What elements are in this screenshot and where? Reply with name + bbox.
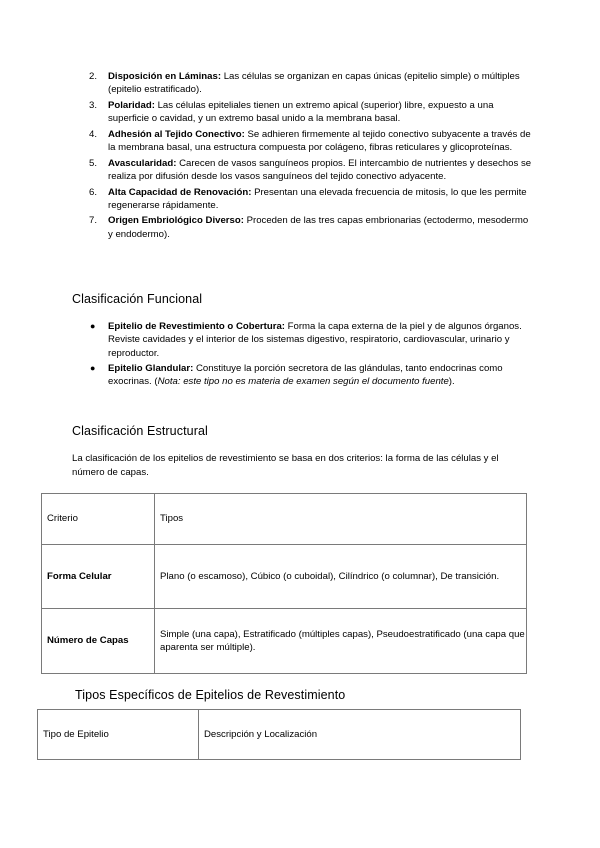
list-term: Alta Capacidad de Renovación:: [108, 186, 252, 198]
list-text: Presentan una elevada frecuencia de mitosis, lo que les permite regenerarse rápidamente.: [108, 186, 527, 211]
table-header-cell: Criterio: [42, 494, 155, 545]
list-number: 5.: [89, 157, 98, 169]
heading-functional: Clasificación Funcional: [72, 292, 203, 306]
table-header-cell: Descripción y Localización: [199, 710, 521, 760]
properties-list: [72, 70, 532, 243]
list-item: [72, 320, 532, 360]
list-item: [72, 157, 532, 184]
list-text: Constituye la porción secretora de las glándulas, tanto endocrinas como exocrinas. (: [108, 362, 503, 388]
list-item: [72, 99, 532, 126]
functional-list: [72, 320, 532, 390]
list-text: Proceden de las tres capas embrionarias (ectodermo, mesodermo y endodermo).: [108, 215, 529, 240]
list-note: Nota: este tipo no es materia de examen según el documento fuente: [157, 376, 449, 388]
list-text: Carecen de vasos sanguíneos propios. El intercambio de nutrientes y desechos se realiza por difusión desde los vasos sanguíneos del tejido conectivo adyacente.: [108, 157, 532, 182]
table-cell: [42, 545, 155, 609]
table-cell: Simple (una capa), Estratificado (múltiples capas), Pseudoestratificado (una capa que aparenta ser múltiple).: [155, 609, 527, 674]
list-term: Origen Embriológico Diverso:: [108, 215, 244, 227]
table-header-row: [42, 494, 527, 545]
table-header-row: [38, 710, 521, 760]
bullet-icon: ●: [90, 321, 96, 331]
list-text: Se adhieren firmemente al tejido conectivo subyacente a través de la membrana basal, una estructura compuesta por colágeno, fibras reticulares y glicoproteínas.: [108, 128, 531, 154]
structural-intro: La clasificación de los epitelios de revestimiento se basa en dos criterios: la forma de las células y el número de capas.: [72, 453, 499, 478]
table-row: [42, 545, 527, 609]
list-item: [72, 362, 532, 389]
list-term: Adhesión al Tejido Conectivo:: [108, 128, 245, 140]
list-item: [72, 186, 532, 213]
heading-specific: Tipos Específicos de Epitelios de Revestimiento: [75, 688, 346, 702]
list-number: 2.: [89, 71, 98, 82]
list-number: 4.: [89, 128, 98, 140]
bullet-icon: ●: [90, 362, 96, 373]
list-term: Epitelio Glandular:: [108, 362, 194, 374]
table-cell: [42, 609, 155, 674]
table-header-cell: Tipo de Epitelio: [38, 710, 199, 760]
list-term: Epitelio de Revestimiento o Cobertura:: [108, 321, 285, 332]
list-number: 6.: [89, 186, 98, 198]
list-term: Disposición en Láminas:: [108, 71, 222, 82]
table-cell: Plano (o escamoso), Cúbico (o cuboidal), Cilíndrico (o columnar), De transición.: [155, 545, 527, 609]
list-term: Avascularidad:: [108, 157, 177, 169]
specific-types-table: [37, 709, 521, 760]
list-text: Las células epiteliales tienen un extremo apical (superior) libre, expuesto a una superficie o cavidad, y un extremo basal unido a la membrana basal.: [108, 99, 494, 125]
list-text-end: ).: [448, 376, 455, 388]
table-row: [42, 609, 527, 674]
heading-structural: Clasificación Estructural: [72, 424, 208, 438]
list-text: Las células se organizan en capas únicas (epitelio simple) o múltiples (epitelio estratificado).: [108, 71, 520, 96]
list-number: 7.: [89, 215, 98, 227]
table-header-cell: Tipos: [155, 494, 527, 545]
list-text: Forma la capa externa de la piel y de algunos órganos. Reviste cavidades y el interior de los sistemas digestivo, respiratorio, cardiovascular, urinario y reproductor.: [108, 321, 522, 359]
list-item: [72, 128, 532, 155]
list-number: 3.: [89, 99, 98, 111]
table-row-label: Número de Capas: [47, 635, 129, 647]
list-item: [72, 214, 532, 241]
list-item: [72, 70, 532, 97]
table-row-label: Forma Celular: [47, 570, 112, 582]
list-term: Polaridad:: [108, 99, 155, 111]
classification-table: [41, 493, 527, 674]
